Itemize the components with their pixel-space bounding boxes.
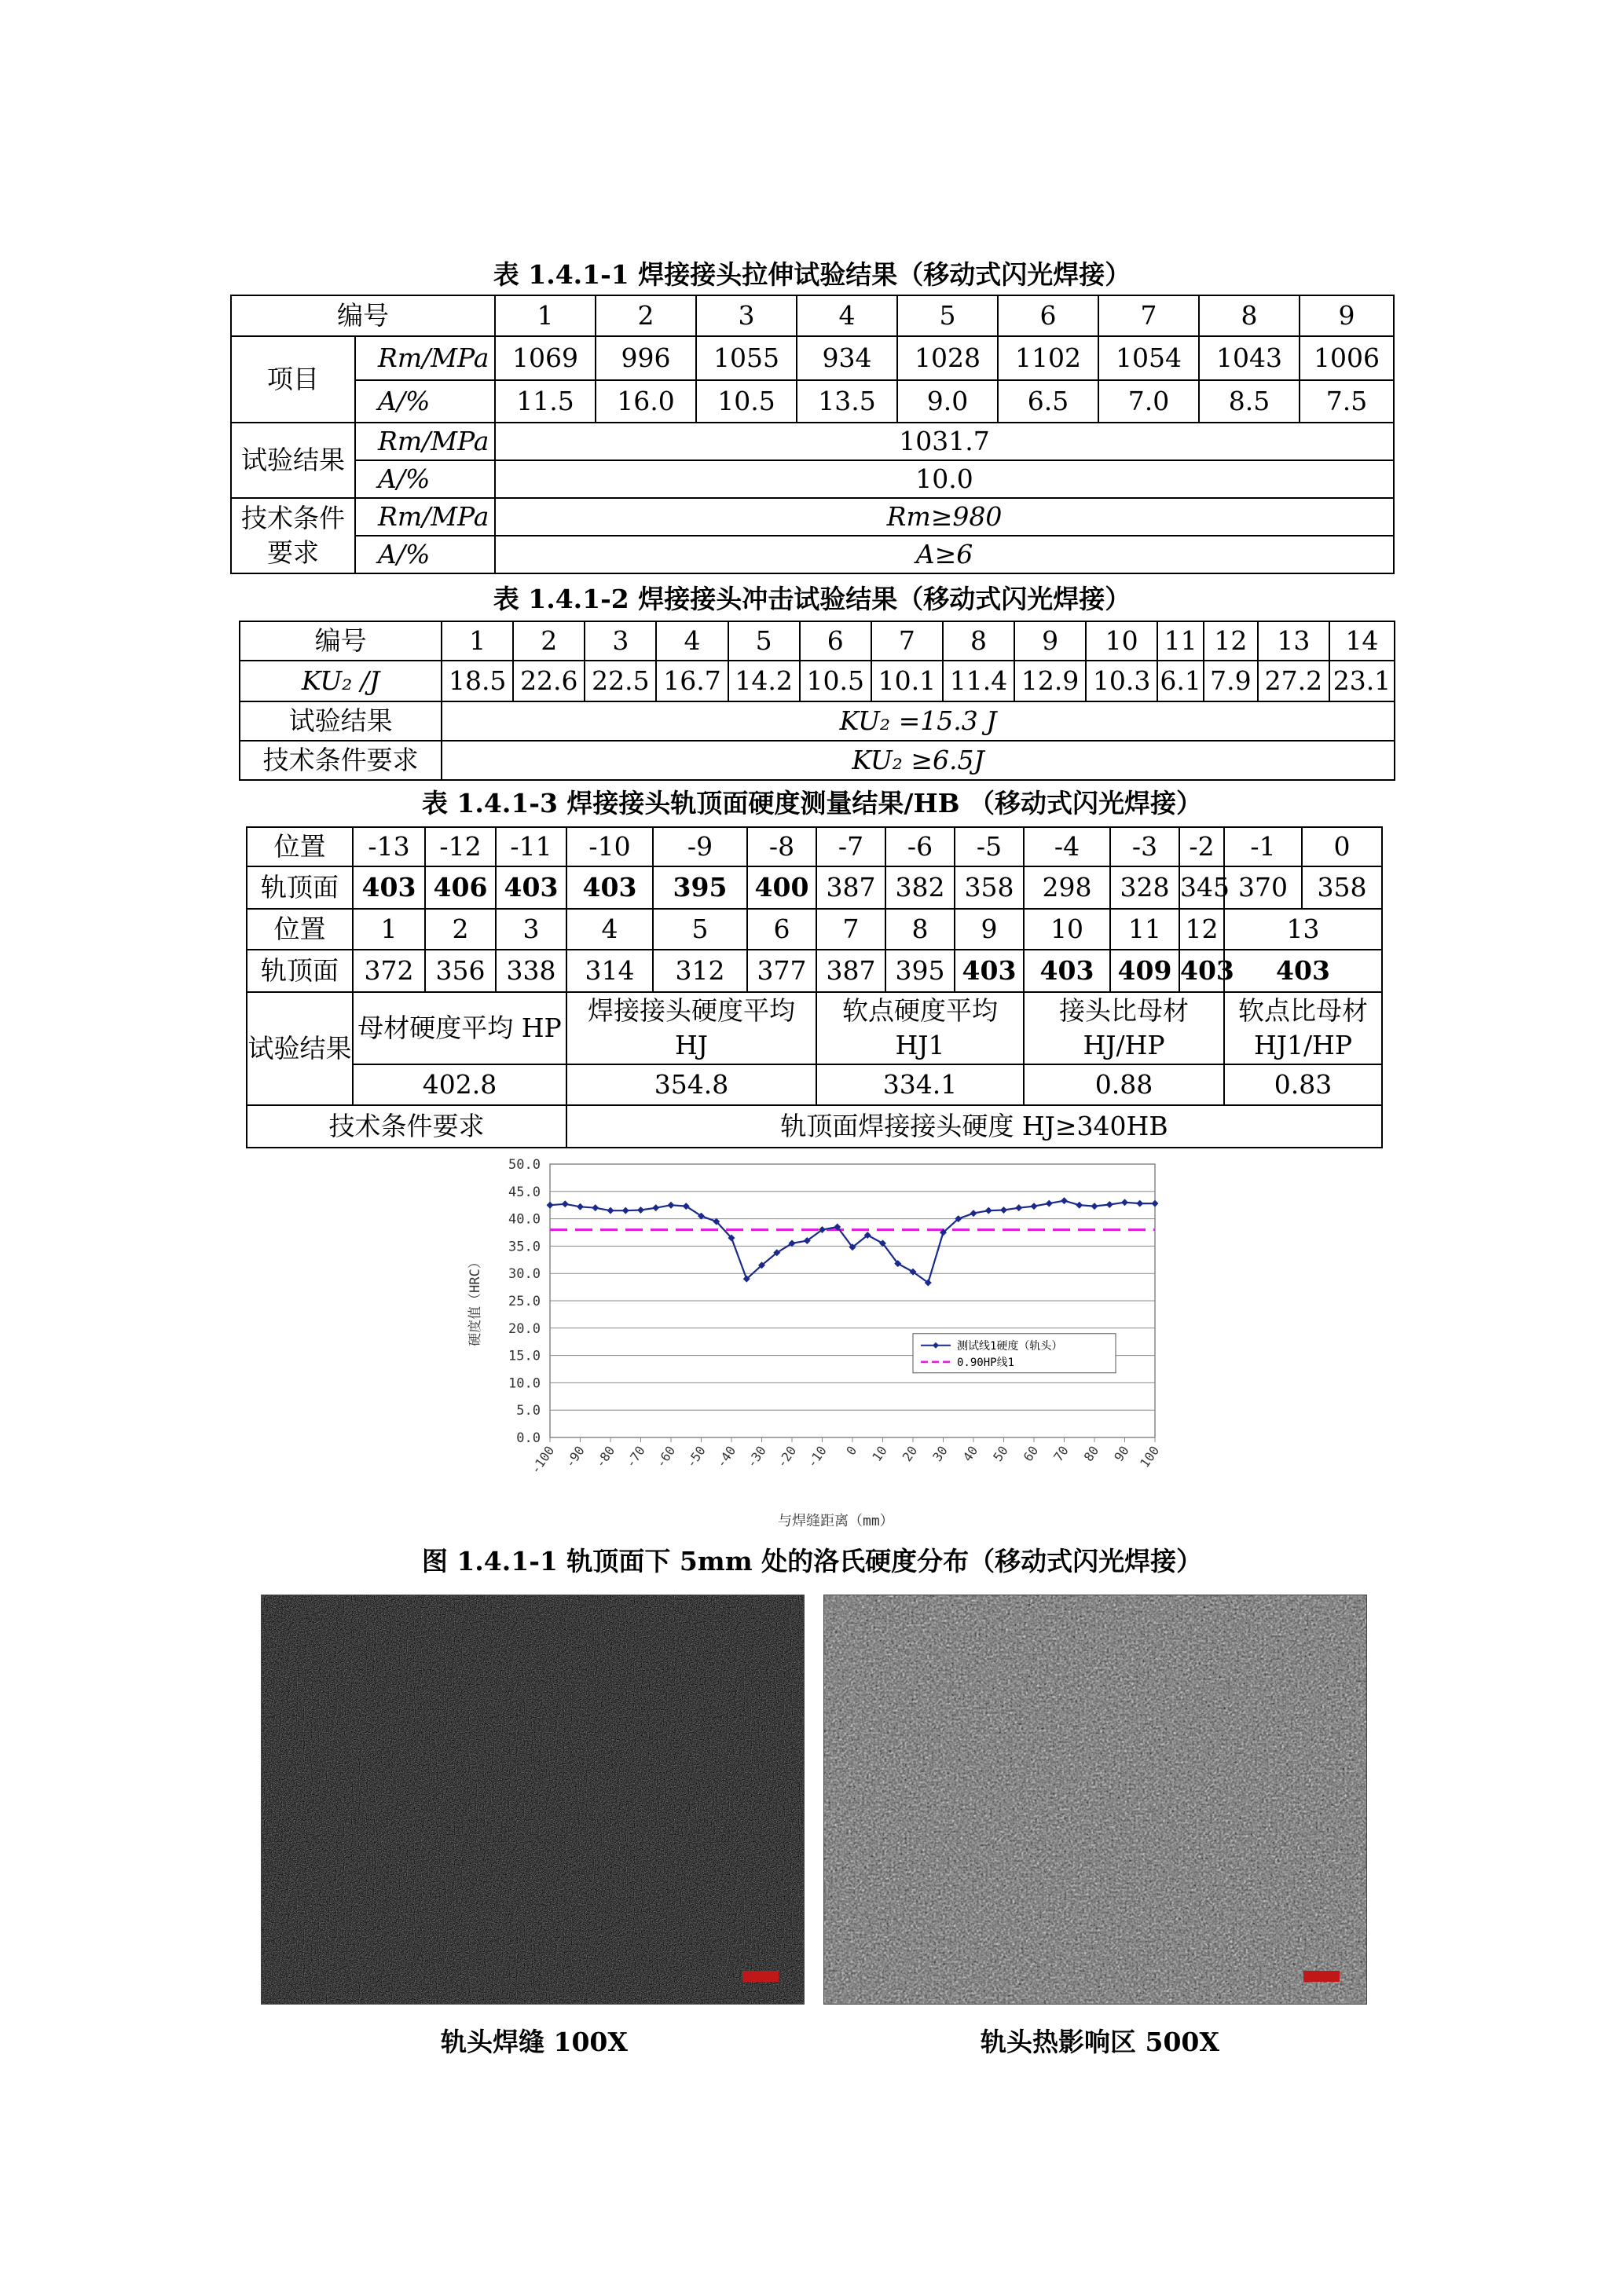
table-cell: 10 (1024, 909, 1110, 950)
header-cell: 12 (1204, 621, 1258, 661)
table-cell: 370 (1224, 866, 1302, 909)
impact-table (239, 621, 1395, 781)
data-point (1031, 1203, 1038, 1210)
header-cell: 4 (797, 295, 897, 336)
table-row (240, 701, 1395, 741)
y-tick-label: 30.0 (508, 1266, 541, 1283)
x-tick-label: 40 (959, 1443, 981, 1465)
header-cell: 6 (998, 295, 1098, 336)
data-point (1061, 1197, 1068, 1204)
header-cell: 7 (1098, 295, 1199, 336)
header-cell: 5 (728, 621, 800, 661)
y-tick-label: 25.0 (508, 1294, 541, 1309)
header-cell: 3 (696, 295, 797, 336)
row-label: 试验结果 (231, 423, 355, 498)
y-tick-label: 15.0 (508, 1348, 541, 1364)
table-cell: 0.88 (1024, 1064, 1224, 1105)
header-cell: 9 (1300, 295, 1394, 336)
table-cell: 11 (1110, 909, 1179, 950)
table-row (247, 909, 1382, 950)
row-sublabel: A/% (355, 460, 495, 498)
table-cell: 1069 (495, 336, 596, 380)
table-cell: 328 (1110, 866, 1179, 909)
table-cell: 7 (816, 909, 885, 950)
table-cell: 406 (425, 866, 496, 909)
table-row (231, 536, 1394, 573)
y-tick-label: 10.0 (508, 1375, 541, 1392)
x-axis-label: 与焊缝距离（mm） (778, 1513, 894, 1529)
table-cell: 8.5 (1199, 380, 1300, 423)
row-sublabel: Rm/MPa (355, 498, 495, 536)
photo-caption-haz: 轨头热影响区 500X (981, 2027, 1219, 2057)
table-cell: 996 (596, 336, 696, 380)
table-row (231, 423, 1394, 460)
table-cell: -12 (425, 827, 496, 866)
table-cell: 395 (885, 950, 955, 992)
table-row (231, 336, 1394, 380)
weld-micrograph (261, 1595, 805, 2005)
table-cell: 9.0 (897, 380, 998, 423)
x-tick-label: 90 (1111, 1443, 1132, 1465)
x-tick-label: -40 (713, 1443, 739, 1470)
photo-caption-weld: 轨头焊缝 100X (441, 2027, 628, 2057)
data-point (607, 1207, 614, 1214)
header-cell: 接头比母材 HJ/HP (1024, 992, 1224, 1064)
table-cell: 1006 (1300, 336, 1394, 380)
table-cell: 354.8 (566, 1064, 816, 1105)
table3-caption: 表 1.4.1-3 焊接接头轨顶面硬度测量结果/HB （移动式闪光焊接） (421, 788, 1203, 818)
table-cell: 403 (566, 866, 653, 909)
table1-caption: 表 1.4.1-1 焊接接头拉伸试验结果（移动式闪光焊接） (493, 259, 1131, 290)
table-cell: A≥6 (495, 536, 1394, 573)
row-sublabel: A/% (355, 380, 495, 423)
table-cell: 356 (425, 950, 496, 992)
x-tick-label: 50 (990, 1443, 1011, 1465)
x-tick-label: 30 (929, 1443, 951, 1465)
table-row (240, 661, 1395, 701)
table-cell: 22.6 (513, 661, 585, 701)
header-cell: 10 (1086, 621, 1157, 661)
table-cell: 7.5 (1300, 380, 1394, 423)
table-cell: 14.2 (728, 661, 800, 701)
row-label: 技术条件要求 (240, 741, 442, 780)
y-tick-label: 50.0 (508, 1157, 541, 1173)
table-cell: 403 (1224, 950, 1382, 992)
table-cell: 11.4 (943, 661, 1014, 701)
data-point (1136, 1200, 1143, 1207)
table-cell: 395 (653, 866, 747, 909)
chart-legend (913, 1334, 1116, 1373)
x-tick-label: -20 (774, 1443, 800, 1470)
y-tick-label: 0.0 (516, 1430, 541, 1446)
hardness-chart (448, 1155, 1171, 1540)
data-point (1091, 1203, 1098, 1210)
table-row (231, 460, 1394, 498)
table-cell: 403 (353, 866, 425, 909)
table-cell: 403 (496, 866, 566, 909)
row-label: 项目 (231, 336, 355, 423)
table-cell: -11 (496, 827, 566, 866)
table-cell: 312 (653, 950, 747, 992)
header-cell: 4 (656, 621, 728, 661)
row-label: 轨顶面 (247, 950, 353, 992)
header-cell: 编号 (231, 295, 495, 336)
data-point (1076, 1202, 1083, 1209)
table-cell: 10.3 (1086, 661, 1157, 701)
table-cell: 9 (955, 909, 1024, 950)
table-cell: 377 (747, 950, 816, 992)
y-tick-label: 45.0 (508, 1184, 541, 1200)
table-cell: 6 (747, 909, 816, 950)
header-cell: 母材硬度平均 HP (353, 992, 566, 1064)
header-cell: 2 (596, 295, 696, 336)
table-cell: 400 (747, 866, 816, 909)
data-point (985, 1207, 992, 1214)
data-point (652, 1204, 659, 1211)
scale-bar (742, 1971, 779, 1982)
table-cell: 934 (797, 336, 897, 380)
table2-caption: 表 1.4.1-2 焊接接头冲击试验结果（移动式闪光焊接） (493, 584, 1131, 614)
row-label: 技术条件要求 (247, 1105, 566, 1148)
table-row (247, 992, 1382, 1064)
header-cell: 11 (1157, 621, 1204, 661)
data-point (1152, 1200, 1159, 1207)
table-cell: 5 (653, 909, 747, 950)
x-tick-label: -80 (592, 1443, 618, 1470)
table-row (247, 866, 1382, 909)
data-point (592, 1204, 599, 1211)
table-cell: KU₂ =15.3 J (442, 701, 1395, 741)
x-tick-label: 70 (1050, 1443, 1072, 1465)
x-tick-label: 10 (869, 1443, 890, 1465)
x-tick-label: -50 (683, 1443, 709, 1470)
table-row (240, 621, 1395, 661)
header-cell: 软点硬度平均 HJ1 (816, 992, 1024, 1064)
x-tick-label: 100 (1137, 1443, 1163, 1470)
table-cell: 12.9 (1014, 661, 1086, 701)
table-row (247, 1105, 1382, 1148)
table-cell: 1 (353, 909, 425, 950)
table-cell: 10.1 (871, 661, 943, 701)
table-cell: 6.1 (1157, 661, 1204, 701)
header-cell: 8 (943, 621, 1014, 661)
row-label: 轨顶面 (247, 866, 353, 909)
y-tick-label: 35.0 (508, 1239, 541, 1255)
x-tick-label: 20 (899, 1443, 921, 1465)
table-cell: 298 (1024, 866, 1110, 909)
table-cell: 7.0 (1098, 380, 1199, 423)
header-cell: 7 (871, 621, 943, 661)
table-cell: 1055 (696, 336, 797, 380)
table-cell: 409 (1110, 950, 1179, 992)
x-tick-label: 0 (843, 1443, 860, 1459)
table-cell: 22.5 (585, 661, 656, 701)
y-tick-label: 20.0 (508, 1320, 541, 1337)
x-tick-label: -30 (743, 1443, 769, 1470)
x-tick-label: 80 (1080, 1443, 1102, 1465)
data-point (970, 1210, 977, 1217)
table-cell: 387 (816, 866, 885, 909)
table-cell: 387 (816, 950, 885, 992)
table-cell: 403 (955, 950, 1024, 992)
table-cell: 7.9 (1204, 661, 1258, 701)
table-cell: 345 (1179, 866, 1224, 909)
data-point (1121, 1199, 1128, 1206)
row-sublabel: Rm/MPa (355, 423, 495, 460)
data-point (562, 1200, 569, 1207)
table-cell: 382 (885, 866, 955, 909)
table-cell: KU₂ ≥6.5J (442, 741, 1395, 780)
table-cell: 1031.7 (495, 423, 1394, 460)
table-cell: 18.5 (442, 661, 513, 701)
header-cell: 5 (897, 295, 998, 336)
table-cell: -6 (885, 827, 955, 866)
table-cell: 6.5 (998, 380, 1098, 423)
row-label: 位置 (247, 827, 353, 866)
table-cell: -1 (1224, 827, 1302, 866)
legend-label: 0.90HP线1 (957, 1356, 1015, 1369)
x-tick-label: -100 (527, 1443, 558, 1477)
tensile-table (230, 295, 1395, 574)
table-cell: 334.1 (816, 1064, 1024, 1105)
row-label: 位置 (247, 909, 353, 950)
scale-bar (1303, 1971, 1340, 1982)
table-cell: 372 (353, 950, 425, 992)
row-label: 技术条件要求 (231, 498, 355, 573)
table-cell: 338 (496, 950, 566, 992)
data-point (1015, 1204, 1022, 1211)
row-sublabel: A/% (355, 536, 495, 573)
table-cell: 12 (1179, 909, 1224, 950)
table-cell: 13.5 (797, 380, 897, 423)
header-cell: 编号 (240, 621, 442, 661)
table-cell: 314 (566, 950, 653, 992)
x-tick-label: 60 (1020, 1443, 1042, 1465)
table-cell: 27.2 (1258, 661, 1329, 701)
table-cell: -9 (653, 827, 747, 866)
data-point (547, 1202, 554, 1209)
data-point (1106, 1201, 1113, 1208)
table-cell: 轨顶面焊接接头硬度 HJ≥340HB (566, 1105, 1382, 1148)
row-label: 试验结果 (240, 701, 442, 741)
header-cell: 1 (442, 621, 513, 661)
data-point (622, 1207, 629, 1214)
table-cell: 16.0 (596, 380, 696, 423)
table-cell: 13 (1224, 909, 1382, 950)
table-cell: 10.0 (495, 460, 1394, 498)
header-cell: 8 (1199, 295, 1300, 336)
table-cell: -4 (1024, 827, 1110, 866)
data-point (577, 1203, 584, 1210)
table-cell: -2 (1179, 827, 1224, 866)
table-cell: -5 (955, 827, 1024, 866)
table-cell: 4 (566, 909, 653, 950)
data-point (1046, 1200, 1053, 1207)
y-tick-label: 5.0 (516, 1403, 541, 1419)
table-cell: 358 (1302, 866, 1382, 909)
data-point (1000, 1207, 1007, 1214)
x-tick-label: -10 (804, 1443, 830, 1470)
hardness-table (246, 826, 1383, 1148)
header-cell: 6 (800, 621, 871, 661)
figure-caption: 图 1.4.1-1 轨顶面下 5mm 处的洛氏硬度分布（移动式闪光焊接） (421, 1546, 1203, 1576)
table-cell: 402.8 (353, 1064, 566, 1105)
header-cell: 软点比母材 HJ1/HP (1224, 992, 1382, 1064)
table-cell: 403 (1024, 950, 1110, 992)
table-cell: -8 (747, 827, 816, 866)
table-cell: 23.1 (1329, 661, 1395, 701)
legend-label: 测试线1硬度（轨头） (957, 1339, 1063, 1353)
haz-micrograph (823, 1595, 1367, 2005)
table-row (231, 498, 1394, 536)
table-cell: 11.5 (495, 380, 596, 423)
data-point (668, 1202, 675, 1209)
table-cell: -3 (1110, 827, 1179, 866)
table-cell: 2 (425, 909, 496, 950)
x-tick-label: -90 (562, 1443, 588, 1470)
header-cell: 2 (513, 621, 585, 661)
table-cell: 0.83 (1224, 1064, 1382, 1105)
header-cell: 9 (1014, 621, 1086, 661)
table-cell: 0 (1302, 827, 1382, 866)
table-cell: 1043 (1199, 336, 1300, 380)
y-tick-label: 40.0 (508, 1211, 541, 1228)
header-cell: 焊接接头硬度平均 HJ (566, 992, 816, 1064)
table-cell: Rm≥980 (495, 498, 1394, 536)
table-row (247, 1064, 1382, 1105)
table-cell: 10.5 (800, 661, 871, 701)
table-cell: -7 (816, 827, 885, 866)
table-row (231, 295, 1394, 336)
table-cell: 1102 (998, 336, 1098, 380)
row-sublabel: Rm/MPa (355, 336, 495, 380)
table-row (247, 950, 1382, 992)
table-cell: -13 (353, 827, 425, 866)
row-label: 试验结果 (247, 992, 353, 1105)
table-row (247, 827, 1382, 866)
table-cell: 8 (885, 909, 955, 950)
header-cell: 13 (1258, 621, 1329, 661)
header-cell: 1 (495, 295, 596, 336)
header-cell: 3 (585, 621, 656, 661)
y-axis-label: 硬度值（HRC） (467, 1255, 483, 1346)
x-tick-label: -60 (653, 1443, 679, 1470)
table-cell: 10.5 (696, 380, 797, 423)
table-cell: 1028 (897, 336, 998, 380)
table-cell: 3 (496, 909, 566, 950)
row-label: KU₂ /J (240, 661, 442, 701)
header-cell: 14 (1329, 621, 1395, 661)
table-cell: 403 (1179, 950, 1224, 992)
table-cell: 358 (955, 866, 1024, 909)
table-cell: -10 (566, 827, 653, 866)
x-tick-label: -70 (622, 1443, 648, 1470)
table-row (240, 741, 1395, 780)
table-cell: 1054 (1098, 336, 1199, 380)
data-point (637, 1207, 644, 1214)
table-row (231, 380, 1394, 423)
table-cell: 16.7 (656, 661, 728, 701)
